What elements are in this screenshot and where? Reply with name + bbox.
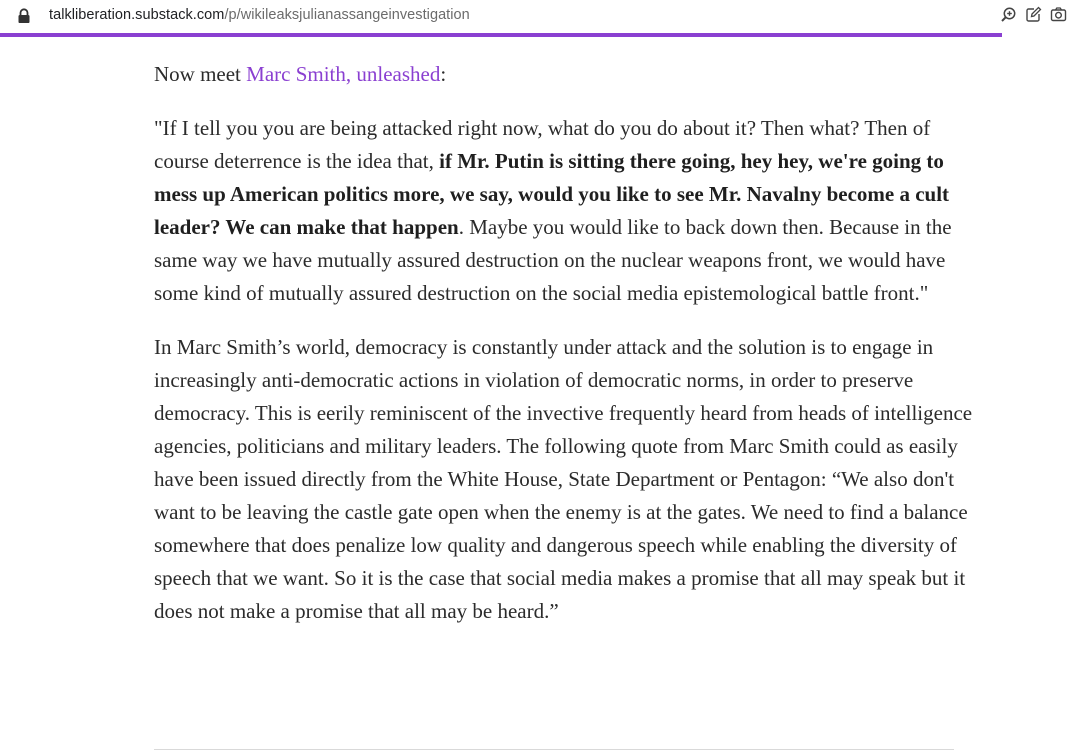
quote-bold-passage: if Mr. Putin is sitting there going, hey hey, we're going to mess up American politics more, we say, would you like to see Mr. Navalny become a cult leader? We can make that happen: [154, 149, 950, 239]
analysis-paragraph: In Marc Smith’s world, democracy is constantly under attack and the solution is to engage in increasingly anti-democratic actions in violation of democratic norms, in order to preserve democracy. This is eerily reminiscent of the invective frequently heard from heads of intelligence agencies, politicians and military leaders. The following quote from Marc Smith could as easily have been issued directly from the White House, State Department or Pentagon: “We also don't want to be leaving the castle gate open when the enemy is at the gates. We need to find a balance somewhere that does penalize low quality and dangerous speech while enabling the diversity of speech that we want. So it is the case that social media makes a promise that all may speak but it does not make a promise that all may be heard.”: [154, 335, 973, 623]
intro-tail: :: [440, 62, 447, 86]
intro-paragraph: [154, 58, 974, 91]
page-load-progress-bar: [0, 33, 1073, 37]
lock-icon[interactable]: [17, 8, 31, 24]
url-text[interactable]: [49, 7, 470, 23]
quote-paragraph: [154, 112, 974, 310]
address-bar-tools: [1000, 6, 1067, 23]
quote-part-2: . Maybe you would like to back down then. Because in the same way we have mutually assured destruction on the nuclear weapons front, we would have some kind of mutually assured destruction on the social media epistemological battle front.": [154, 215, 952, 305]
url-host: talkliberation.substack.com: [49, 7, 225, 23]
url-path: /p/wikileaksjulianassangeinvestigation: [224, 7, 470, 23]
section-divider: [154, 749, 954, 750]
browser-address-bar[interactable]: [0, 0, 1073, 33]
article-body: [154, 58, 974, 649]
quote-part-1: "If I tell you you are being attacked right now, what do you do about it? Then what? Then of course deterrence is the idea that,: [154, 116, 931, 173]
marc-smith-link[interactable]: Marc Smith, unleashed: [246, 62, 441, 86]
zoom-icon[interactable]: [1000, 6, 1017, 23]
page-load-progress-fill: [0, 33, 1002, 37]
camera-icon[interactable]: [1050, 6, 1067, 23]
edit-icon[interactable]: [1025, 6, 1042, 23]
intro-lead: Now meet: [154, 62, 247, 86]
